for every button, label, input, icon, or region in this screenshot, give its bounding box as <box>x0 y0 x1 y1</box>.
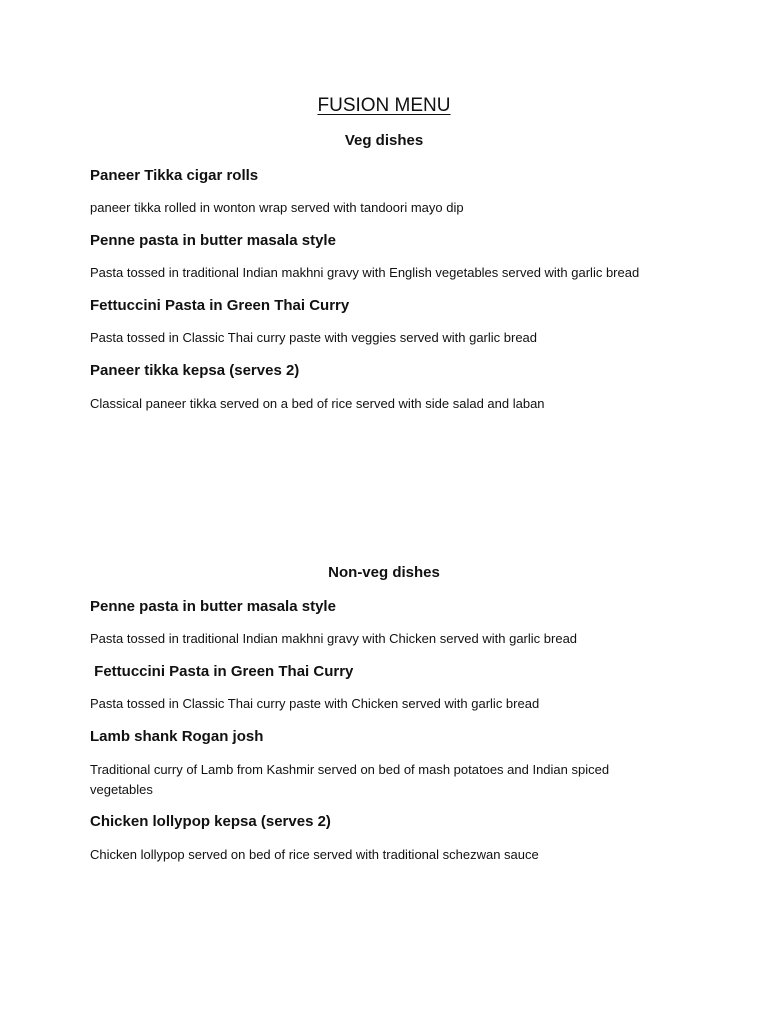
menu-title: FUSION MENU <box>317 95 451 116</box>
veg-dish-1-name: Paneer Tikka cigar rolls <box>90 167 259 184</box>
nonveg-dish-4-description: Chicken lollypop served on bed of rice served with traditional schezwan sauce <box>90 847 539 862</box>
veg-section-heading: Veg dishes <box>344 132 424 149</box>
nonveg-dish-4-name: Chicken lollypop kepsa (serves 2) <box>90 813 331 830</box>
veg-dish-4-description: Classical paneer tikka served on a bed of rice served with side salad and laban <box>90 396 545 411</box>
nonveg-dish-3-name: Lamb shank Rogan josh <box>90 728 264 745</box>
veg-dish-1-description: paneer tikka rolled in wonton wrap served with tandoori mayo dip <box>90 200 464 215</box>
veg-dish-2-name: Penne pasta in butter masala style <box>90 232 336 249</box>
nonveg-dish-1-name: Penne pasta in butter masala style <box>90 598 336 615</box>
nonveg-dish-3-description: Traditional curry of Lamb from Kashmir served on bed of mash potatoes and Indian spiced vegetables <box>90 762 610 797</box>
nonveg-dish-2-description: Pasta tossed in Classic Thai curry paste with Chicken served with garlic bread <box>90 696 540 711</box>
veg-dish-4-name: Paneer tikka kepsa (serves 2) <box>90 362 300 379</box>
nonveg-dish-2-name: Fettuccini Pasta in Green Thai Curry <box>90 663 354 680</box>
veg-dish-3-name: Fettuccini Pasta in Green Thai Curry <box>90 297 350 314</box>
nonveg-section-heading: Non-veg dishes <box>328 564 440 581</box>
veg-dish-3-description: Pasta tossed in Classic Thai curry paste with veggies served with garlic bread <box>90 330 538 345</box>
nonveg-dish-1-description: Pasta tossed in traditional Indian makhni gravy with Chicken served with garlic bread <box>90 631 578 646</box>
veg-dish-2-description: Pasta tossed in traditional Indian makhni gravy with English vegetables served with garlic bread <box>90 265 640 280</box>
